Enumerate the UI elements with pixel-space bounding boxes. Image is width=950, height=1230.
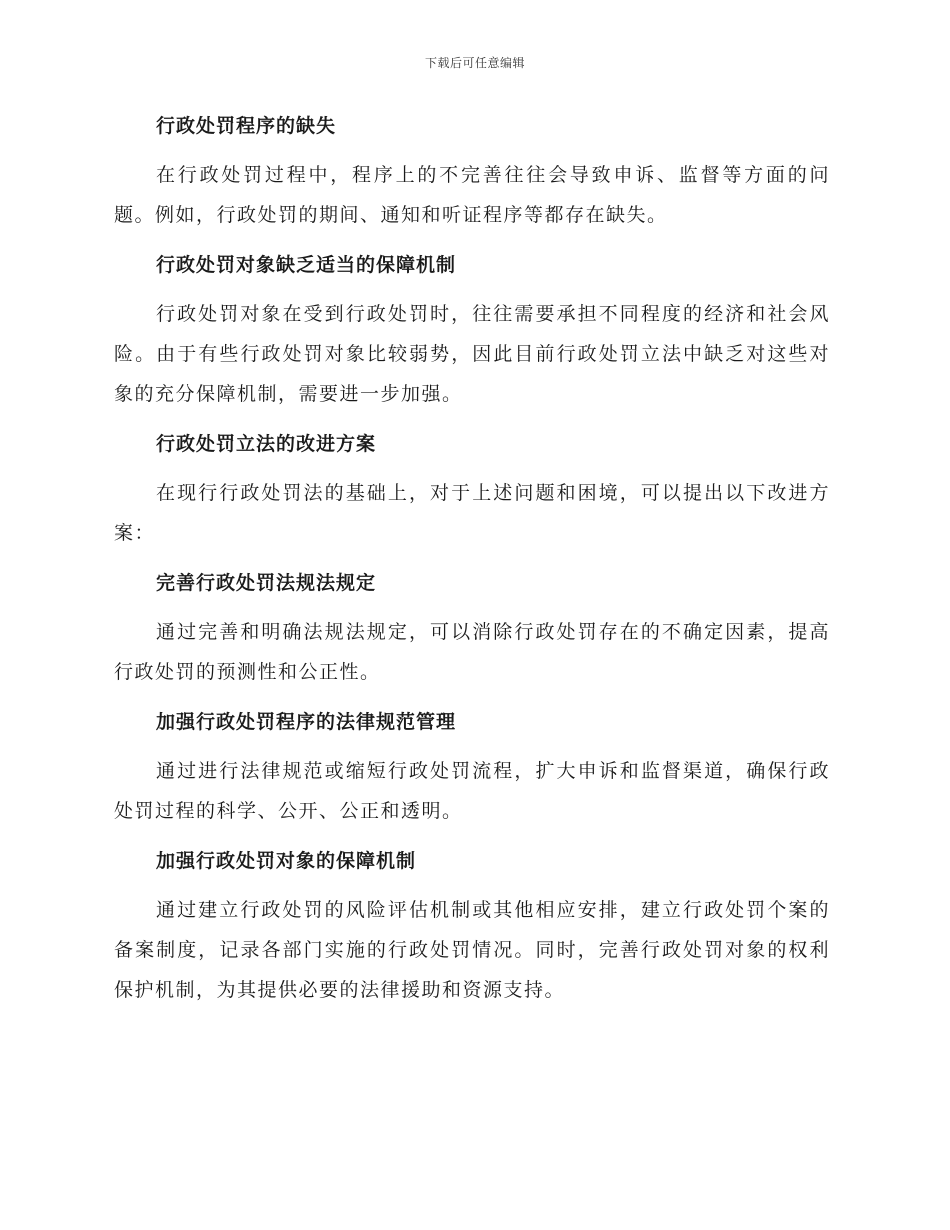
section-heading: 完善行政处罚法规法规定 <box>156 572 377 594</box>
section-lack-of-protection <box>114 245 830 414</box>
section-paragraph: 通过完善和明确法规法规定，可以消除行政处罚存在的不确定因素，提高行政处罚的预测性和公正性。 <box>114 621 830 683</box>
section-paragraph: 在现行行政处罚法的基础上，对于上述问题和困境，可以提出以下改进方案： <box>114 482 830 544</box>
document-body <box>114 106 830 1020</box>
section-paragraph: 在行政处罚过程中，程序上的不完善往往会导致申诉、监督等方面的问题。例如，行政处罚的期间、通知和听证程序等都存在缺失。 <box>114 164 830 226</box>
page-header: 下载后可任意编辑 <box>424 56 525 70</box>
section-procedure-missing <box>114 106 830 235</box>
section-heading: 行政处罚对象缺乏适当的保障机制 <box>156 254 457 276</box>
section-paragraph: 行政处罚对象在受到行政处罚时，往往需要承担不同程度的经济和社会风险。由于有些行政处罚对象比较弱势，因此目前行政处罚立法中缺乏对这些对象的充分保障机制，需要进一步加强。 <box>114 303 830 405</box>
section-procedure-management <box>114 702 830 831</box>
section-paragraph: 通过建立行政处罚的风险评估机制或其他相应安排，建立行政处罚个案的备案制度，记录各部门实施的行政处罚情况。同时，完善行政处罚对象的权利保护机制，为其提供必要的法律援助和资源支持。 <box>114 899 830 1001</box>
section-heading: 行政处罚程序的缺失 <box>156 115 337 137</box>
section-heading: 加强行政处罚程序的法律规范管理 <box>156 711 457 733</box>
section-paragraph: 通过进行法律规范或缩短行政处罚流程，扩大申诉和监督渠道，确保行政处罚过程的科学、公开、公正和透明。 <box>114 760 830 822</box>
section-improvement-plan <box>114 424 830 553</box>
section-heading: 加强行政处罚对象的保障机制 <box>156 850 417 872</box>
section-improve-regulations <box>114 563 830 692</box>
section-heading: 行政处罚立法的改进方案 <box>156 433 377 455</box>
section-protection-mechanism <box>114 841 830 1010</box>
